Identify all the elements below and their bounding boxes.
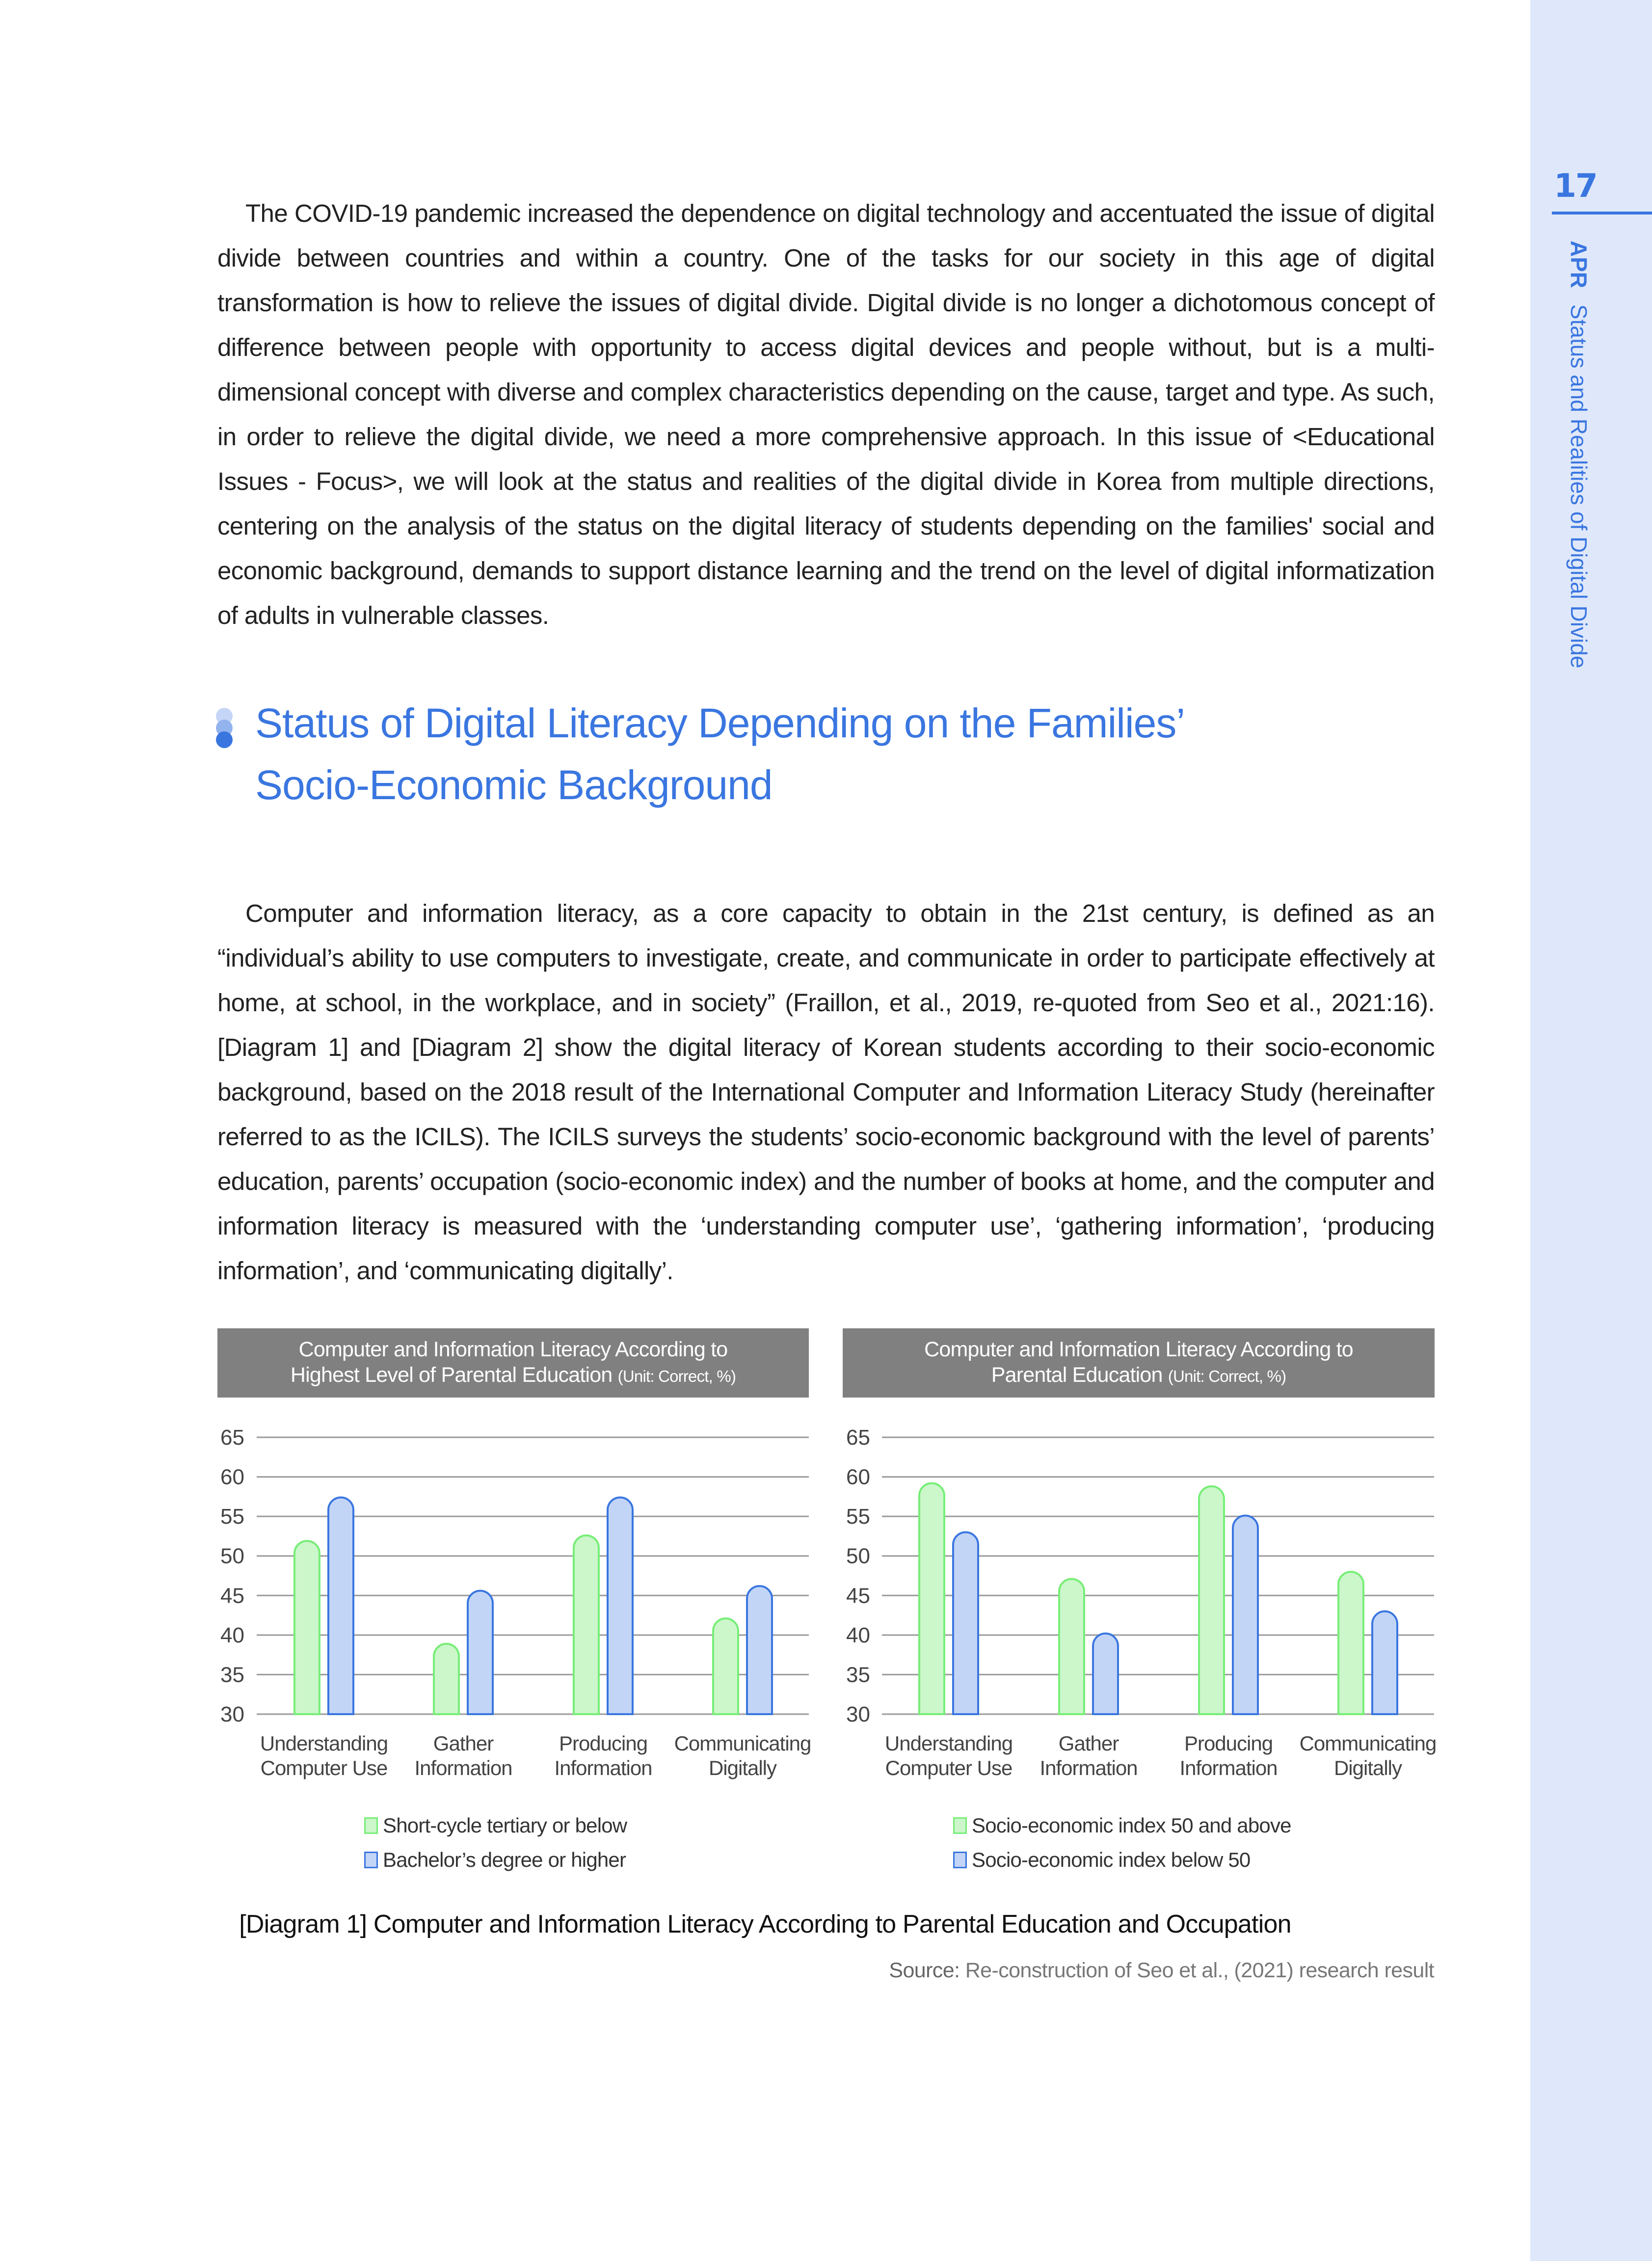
bar-chart1-series2 xyxy=(608,1497,633,1714)
bar-chart1-series2 xyxy=(468,1591,493,1714)
x-category-label: Information xyxy=(554,1756,652,1779)
bar-chart2-series1 xyxy=(1059,1579,1084,1714)
legend-swatch-blue xyxy=(953,1852,967,1868)
x-category-label: Understanding xyxy=(260,1732,388,1755)
chart-2-legend xyxy=(953,1808,1291,1877)
chart-1-unit: (Unit: Correct, %) xyxy=(617,1367,736,1385)
x-category-label: Producing xyxy=(1184,1732,1273,1755)
legend-label: Socio-economic index below 50 xyxy=(972,1848,1251,1871)
bar-chart1-series1 xyxy=(713,1618,738,1714)
legend-swatch-blue xyxy=(364,1852,378,1868)
x-category-label: Information xyxy=(1179,1756,1278,1779)
legend-swatch-green xyxy=(953,1817,967,1834)
chart-1-legend-item xyxy=(364,1843,627,1877)
y-tick-label: 45 xyxy=(846,1584,870,1608)
legend-label: Bachelor’s degree or higher xyxy=(383,1848,626,1871)
page-number: 17 xyxy=(1554,167,1597,205)
chart-2-legend-item xyxy=(953,1843,1291,1877)
y-tick-label: 40 xyxy=(220,1623,244,1647)
x-category-label: Producing xyxy=(559,1732,648,1755)
journal-name: APR xyxy=(1566,241,1592,289)
x-category-label: Communicating xyxy=(674,1732,811,1755)
chart-1-title-line2: Highest Level of Parental Education xyxy=(290,1363,613,1387)
chart-2-unit: (Unit: Correct, %) xyxy=(1168,1367,1286,1385)
legend-label: Socio-economic index 50 and above xyxy=(972,1814,1291,1837)
bar-chart1-series1 xyxy=(434,1644,459,1714)
chart-1-legend xyxy=(364,1808,627,1877)
figure-source xyxy=(889,1959,1434,1983)
bar-chart2-series2 xyxy=(1233,1516,1258,1714)
x-category-label: Communicating xyxy=(1299,1732,1437,1755)
x-category-label: Computer Use xyxy=(885,1756,1013,1779)
x-category-label: Information xyxy=(1039,1756,1138,1779)
bar-chart1-series2 xyxy=(328,1497,353,1714)
x-category-label: Understanding xyxy=(884,1732,1013,1755)
legend-swatch-green xyxy=(364,1817,378,1834)
y-tick-label: 65 xyxy=(846,1426,870,1450)
bar-chart1-series1 xyxy=(294,1541,320,1714)
y-tick-label: 30 xyxy=(220,1702,244,1726)
y-tick-label: 50 xyxy=(220,1544,244,1568)
y-tick-label: 65 xyxy=(220,1426,244,1450)
section-heading-line1: Status of Digital Literacy Depending on the Families’ xyxy=(255,700,1185,746)
y-tick-label: 35 xyxy=(220,1663,244,1687)
bar-chart1-series1 xyxy=(574,1535,599,1714)
x-category-label: Gather xyxy=(433,1732,494,1755)
bar-chart2-series2 xyxy=(1093,1634,1118,1714)
x-category-label: Computer Use xyxy=(260,1756,388,1779)
section-body-paragraph: Computer and information literacy, as a core capacity to obtain in the 21st century, is defined as an “individual’s ability to use computers to investigate, create, and communicate in order to participate effectively at home, at school, in the workplace, and in society” (Fraillon, et al., 2019, re-quoted from Seo et al., 2021:16). [Diagram 1] and [Diagram 2] show the digital literacy of Korean students according to their socio-economic background, based on the 2018 result of the International Computer and Information Literacy Study (hereinafter referred to as the ICILS). The ICILS surveys the students’ socio-economic background with the level of parents’ education, parents’ occupation (socio-economic index) and the number of books at home, and the computer and information literacy is measured with the ‘understanding computer use’, ‘gathering information’, ‘producing information’, and ‘communicating digitally’. xyxy=(217,899,1435,1285)
bar-chart2-series2 xyxy=(953,1532,978,1714)
intro-paragraph: The COVID-19 pandemic increased the dependence on digital technology and accentuated the issue of digital divide between countries and within a country. One of the tasks for our society in this age of digital transformation is how to relieve the issues of digital divide. Digital divide is no longer a dichotomous concept of difference between people with opportunity to access digital devices and people without, but is a multi-dimensional concept with diverse and complex characteristics depending on the cause, target and type. As such, in order to relieve the digital divide, we need a more comprehensive approach. In this issue of <Educational Issues - Focus>, we will look at the status and realities of the digital divide in Korea from multiple directions, centering on the analysis of the status on the digital literacy of students depending on the families' social and economic background, demands to support distance learning and the trend on the level of digital informatization of adults in vulnerable classes. xyxy=(217,199,1435,629)
y-tick-label: 30 xyxy=(846,1702,870,1726)
section-heading-line2: Socio-Economic Background xyxy=(255,762,773,808)
figure-caption: [Diagram 1] Computer and Information Literacy According to Parental Education and Occupation xyxy=(239,1910,1291,1938)
y-tick-label: 50 xyxy=(846,1544,870,1568)
y-tick-label: 55 xyxy=(220,1505,244,1529)
chart-1-title-line1: Computer and Information Literacy According to xyxy=(298,1338,728,1361)
x-category-label: Gather xyxy=(1058,1732,1119,1755)
chart-1-legend-item xyxy=(364,1808,627,1843)
y-tick-label: 35 xyxy=(846,1663,870,1687)
bar-chart2-series1 xyxy=(919,1483,944,1714)
y-tick-label: 60 xyxy=(846,1465,870,1489)
x-category-label: Information xyxy=(414,1756,512,1779)
source-label: Source: xyxy=(889,1959,960,1982)
chart-2-legend-item xyxy=(953,1808,1291,1843)
y-tick-label: 45 xyxy=(220,1584,244,1608)
chart-2-title-line2: Parental Education xyxy=(991,1363,1163,1387)
running-title: Status and Realities of Digital Divide xyxy=(1566,304,1592,669)
source-text: Re-construction of Seo et al., (2021) research result xyxy=(959,1959,1434,1982)
y-tick-label: 40 xyxy=(846,1623,870,1647)
x-category-label: Digitally xyxy=(1333,1756,1402,1779)
y-tick-label: 55 xyxy=(846,1505,870,1529)
bar-chart2-series1 xyxy=(1338,1572,1363,1714)
bar-chart2-series1 xyxy=(1199,1486,1224,1714)
x-category-label: Digitally xyxy=(708,1756,777,1779)
legend-label: Short-cycle tertiary or below xyxy=(383,1814,627,1837)
bar-chart1-series2 xyxy=(747,1586,772,1714)
chart-2-title-line1: Computer and Information Literacy According to xyxy=(924,1338,1353,1361)
bar-chart2-series2 xyxy=(1372,1612,1397,1714)
y-tick-label: 60 xyxy=(220,1465,244,1489)
